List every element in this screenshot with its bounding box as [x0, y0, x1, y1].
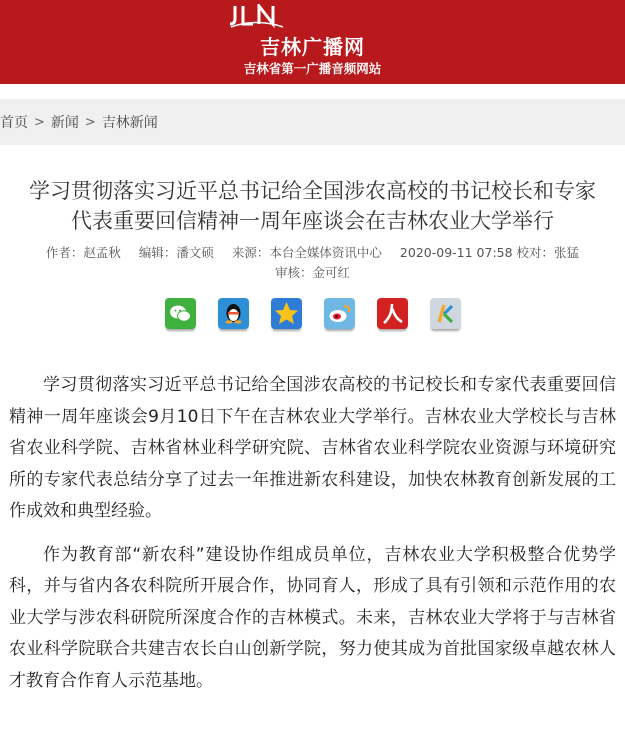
breadcrumb-news[interactable]: 新闻	[50, 115, 79, 131]
meta-editor: 编辑：潘文硕	[138, 245, 214, 260]
renren-icon[interactable]	[377, 298, 408, 329]
article-meta	[0, 243, 625, 283]
chevron-right-icon: >	[84, 114, 96, 130]
article-paragraph: 作为教育部“新农科”建设协作组成员单位，吉林农业大学积极整合优势学科，并与省内各农科院所开展合作，协同育人，形成了具有引领和示范作用的农业大学与涉农科研院所深度合作的吉林模式。未来，吉林农业大学将于与吉林省农业科学院联合共建吉农长白山创新学院，努力使其成为首批国家级卓越农林人才教育合作育人示范基地。	[9, 544, 616, 691]
weibo-icon[interactable]	[324, 298, 355, 329]
breadcrumb	[0, 99, 625, 145]
article-body	[9, 370, 616, 709]
article-title: 学习贯彻落实习近平总书记给全国涉农高校的书记校长和专家代表重要回信精神一周年座谈会在吉林农业大学举行	[29, 179, 596, 233]
site-name: 吉林广播网	[260, 35, 365, 59]
chevron-right-icon: >	[34, 114, 45, 130]
share-bar	[0, 298, 625, 332]
meta-author: 作者：赵孟秋	[45, 245, 121, 260]
site-tagline: 吉林省第一广播音频网站	[243, 61, 382, 76]
article-paragraph: 学习贯彻落实习近平总书记给全国涉农高校的书记校长和专家代表重要回信精神一周年座谈会9月10日下午在吉林农业大学举行。吉林农业大学校长与吉林省农业科学院、吉林省林业科学研究院、吉林省农业科学院农业资源与环境研究所的专家代表总结分享了过去一年推进新农科建设，加快农林教育创新发展的工作成效和典型经验。	[9, 375, 616, 521]
breadcrumb-jilin-news[interactable]: 吉林新闻	[101, 115, 158, 131]
meta-source: 来源：本台全媒体资讯中心	[231, 245, 382, 260]
breadcrumb-home[interactable]: 首页	[0, 115, 28, 131]
site-logo[interactable]	[229, 4, 285, 28]
meta-proofreader: 校对：张猛	[516, 245, 580, 260]
meta-reviewer: 审核：金可红	[274, 265, 350, 280]
meta-datetime: 2020-09-11 07:58	[399, 245, 513, 260]
wechat-icon[interactable]	[165, 298, 196, 329]
kaixin-icon[interactable]	[430, 298, 461, 329]
qzone-icon[interactable]	[271, 298, 302, 329]
qq-icon[interactable]	[218, 298, 249, 329]
site-header	[0, 0, 625, 84]
